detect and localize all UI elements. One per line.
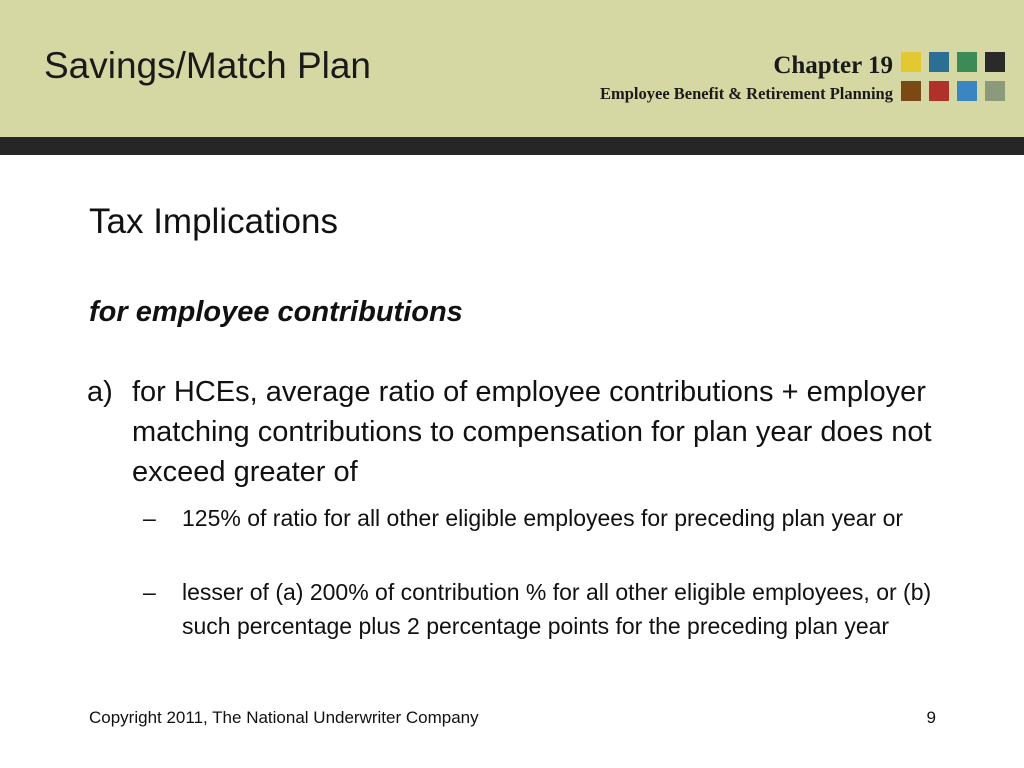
bullet-point-a — [87, 372, 957, 492]
logo-squares-icon — [901, 52, 1005, 102]
bullet-marker: a) — [87, 376, 113, 408]
slide-title: Tax Implications — [89, 202, 338, 241]
sub-bullet-1 — [143, 501, 943, 535]
header-divider — [0, 137, 1024, 155]
slide-subtitle: for employee contributions — [89, 296, 463, 328]
logo-square — [929, 81, 949, 101]
logo-square — [929, 52, 949, 72]
logo-square — [985, 52, 1005, 72]
sub-bullet-text: 125% of ratio for all other eligible employees for preceding plan year or — [182, 505, 904, 531]
logo-square — [901, 52, 921, 72]
page-number: 9 — [926, 708, 936, 727]
dash-marker: – — [143, 579, 156, 605]
deck-title: Savings/Match Plan — [44, 45, 372, 86]
copyright-notice: Copyright 2011, The National Underwriter Company — [89, 708, 479, 727]
logo-square — [985, 81, 1005, 101]
dash-marker: – — [143, 505, 156, 531]
bullet-text: for HCEs, average ratio of employee contributions + employer matching contributions to compensation for plan year does not exceed greater of — [132, 376, 932, 488]
book-title: Employee Benefit & Retirement Planning — [600, 84, 893, 103]
logo-square — [957, 52, 977, 72]
logo-square — [901, 81, 921, 101]
sub-bullet-text: lesser of (a) 200% of contribution % for all other eligible employees, or (b) such percentage plus 2 percentage points for the preceding plan year — [182, 579, 932, 639]
chapter-label: Chapter 19 — [773, 52, 893, 79]
sub-bullet-2 — [143, 575, 943, 643]
logo-square — [957, 81, 977, 101]
header-band — [0, 0, 1024, 137]
